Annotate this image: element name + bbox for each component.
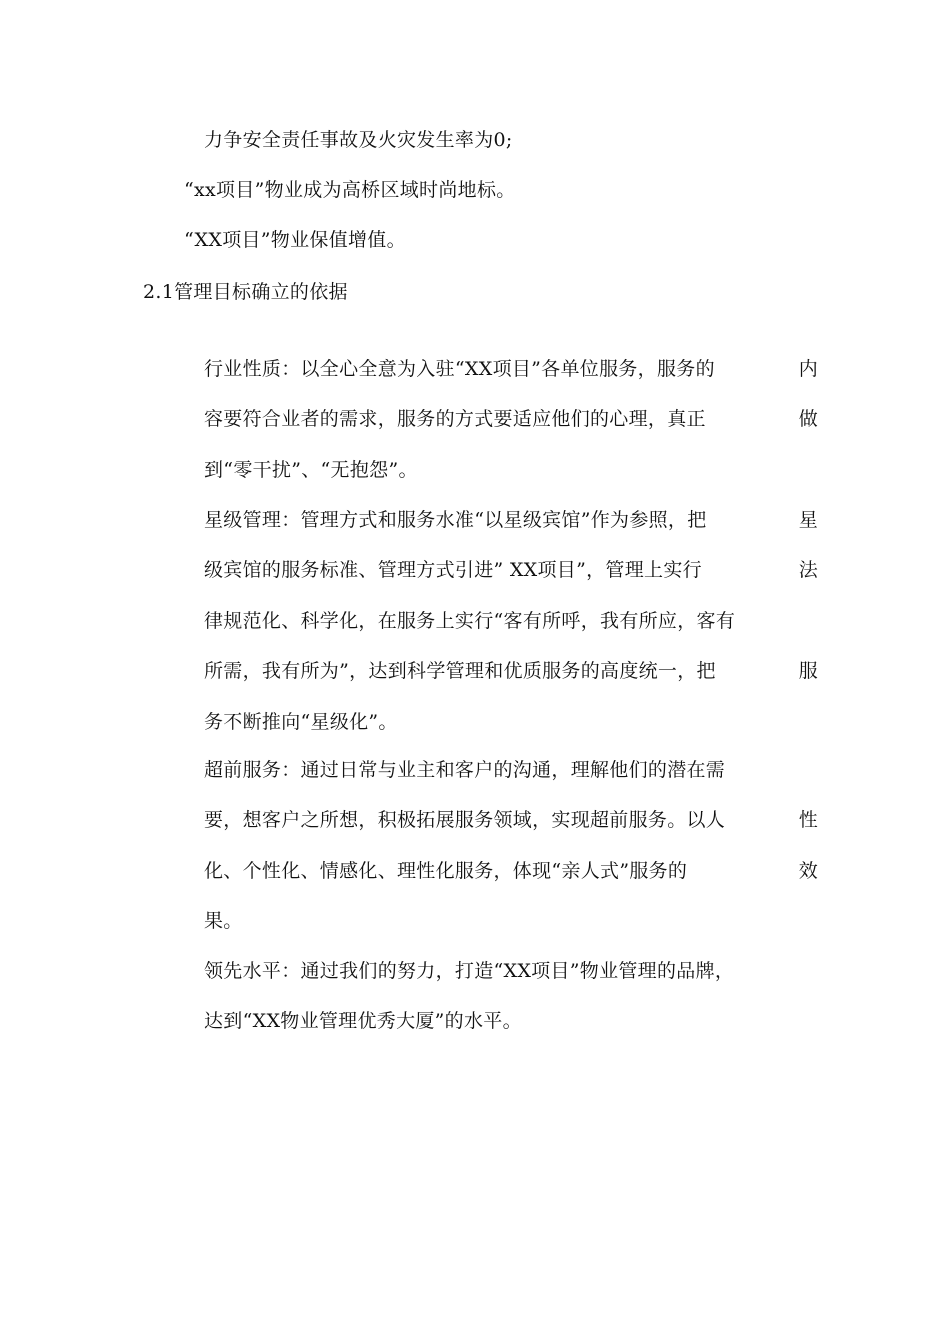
line-text: 级宾馆的服务标准、管理方式引进” XX项目”，管理上实行 <box>204 559 702 582</box>
line-text: 所需，我有所为”，达到科学管理和优质服务的高度统一，把 <box>204 660 716 683</box>
line-tail: 性 <box>798 809 818 832</box>
paragraph-line <box>204 695 818 746</box>
line-text: 到“零干扰”、“无抱怨”。 <box>204 458 418 481</box>
intro-line-2: “xx项目”物业成为高桥区域时尚地标。 <box>184 179 516 201</box>
paragraph-line <box>204 944 818 995</box>
paragraph-line <box>204 844 818 895</box>
paragraph-line <box>204 393 818 444</box>
paragraph-line <box>204 895 818 946</box>
line-text: 务不断推向“星级化”。 <box>204 710 398 733</box>
section-heading: 2.1管理目标确立的依据 <box>143 281 348 303</box>
line-tail: 星 <box>798 508 818 531</box>
line-text: 超前服务：通过日常与业主和客户的沟通，理解他们的潜在需 <box>204 758 726 781</box>
paragraph-line <box>204 594 818 645</box>
line-text: 星级管理：管理方式和服务水准“以星级宾馆”作为参照，把 <box>204 508 707 531</box>
paragraph-leading-level <box>204 944 818 1045</box>
paragraph-line <box>204 493 818 544</box>
line-tail: 内 <box>798 357 818 380</box>
paragraph-industry-nature <box>204 342 818 494</box>
line-tail: 法 <box>798 559 818 582</box>
paragraph-advance-service <box>204 743 818 945</box>
paragraph-line <box>204 342 818 393</box>
intro-line-1: 力争安全责任事故及火灾发生率为0; <box>204 129 513 151</box>
paragraph-line <box>204 544 818 595</box>
line-tail: 做 <box>798 408 818 431</box>
paragraph-star-management <box>204 493 818 746</box>
line-text: 行业性质：以全心全意为入驻“XX项目”各单位服务，服务的 <box>204 357 715 380</box>
line-text: 容要符合业者的需求，服务的方式要适应他们的心理，真正 <box>204 408 706 431</box>
line-text: 领先水平：通过我们的努力，打造“XX项目”物业管理的品牌， <box>204 959 735 982</box>
line-text: 达到“XX物业管理优秀大厦”的水平。 <box>204 1010 522 1033</box>
line-text: 律规范化、科学化，在服务上实行“客有所呼，我有所应，客有 <box>204 609 736 632</box>
line-tail: 服 <box>798 660 818 683</box>
paragraph-line <box>204 645 818 696</box>
line-text: 果。 <box>204 910 243 933</box>
intro-line-3: “XX项目”物业保值增值。 <box>184 229 406 251</box>
line-tail: 效 <box>798 859 818 882</box>
paragraph-line <box>204 743 818 794</box>
paragraph-line <box>204 794 818 845</box>
line-text: 化、个性化、情感化、理性化服务，体现“亲人式”服务的 <box>204 859 688 882</box>
line-text: 要，想客户之所想，积极拓展服务领域，实现超前服务。以人 <box>204 809 726 832</box>
paragraph-line <box>204 995 818 1046</box>
paragraph-line <box>204 443 818 494</box>
